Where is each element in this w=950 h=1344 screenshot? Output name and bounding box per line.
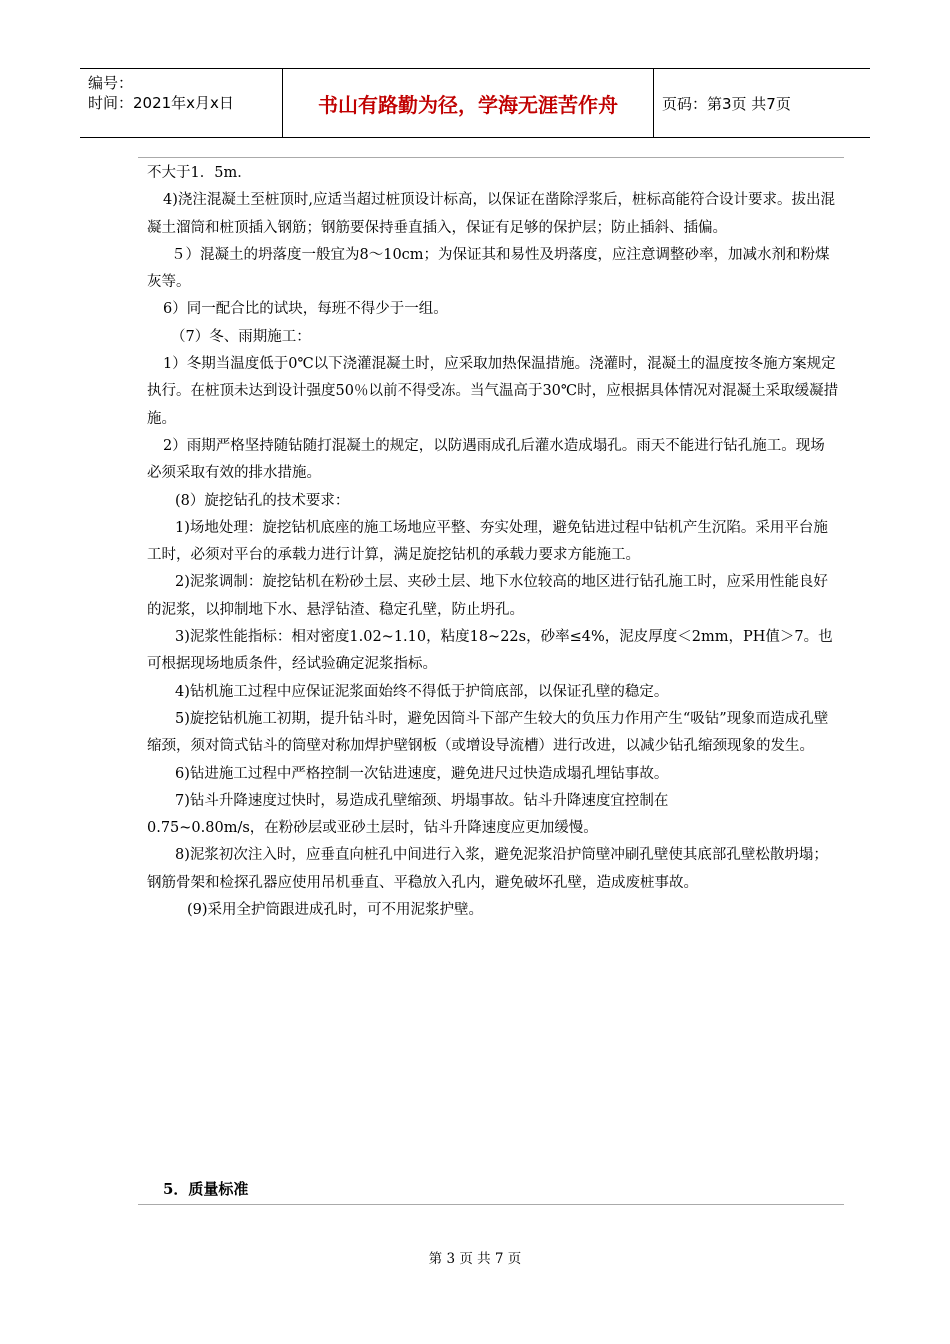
paragraph: (9)采用全护筒跟进成孔时，可不用泥浆护壁。 — [187, 902, 484, 919]
paragraph: 4)浇注混凝土至桩顶时,应适当超过桩顶设计标高，以保证在凿除浮浆后，桩标高能符合设计要求。拔出混凝土溜筒和桩顶插入钢筋；钢筋要保持垂直插入，保证有足够的保护层；防止插斜、插偏。 — [147, 192, 835, 236]
paragraph: (8）旋挖钻孔的技术要求： — [175, 492, 350, 509]
top-rule — [138, 157, 844, 158]
code-label: 编号： — [88, 74, 134, 92]
paragraph: 不大于1．5m． — [147, 165, 252, 181]
paragraph: 4)钻机施工过程中应保证泥浆面始终不得低于护筒底部，以保证孔壁的稳定。 — [175, 683, 669, 700]
page-footer: 第 3 页 共 7 页 — [428, 1251, 522, 1267]
paragraph: 8)泥浆初次注入时，应垂直向桩孔中间进行入浆，避免泥浆沿护筒壁冲刷孔壁使其底部孔壁松散坍塌；钢筋骨架和检探孔器应使用吊机垂直、平稳放入孔内，避免破坏孔壁，造成废桩事故。 — [147, 847, 828, 891]
paragraph: 0.75~0.80m/s，在粉砂层或亚砂土层时，钻斗升降速度应更加缓慢。 — [147, 820, 598, 837]
paragraph: 6）同一配合比的试块，每班不得少于一组。 — [163, 301, 448, 318]
paragraph: 3)泥浆性能指标：相对密度1.02~1.10，粘度18~22s，砂率≤4%，泥皮厚度＜2mm，PH值＞7。也可根据现场地质条件，经试验确定泥浆指标。 — [147, 629, 833, 673]
paragraph: 7)钻斗升降速度过快时，易造成孔壁缩颈、坍塌事故。钻斗升降速度宜控制在 — [175, 792, 669, 809]
paragraph: 5)旋挖钻机施工初期，提升钻斗时，避免因筒斗下部产生较大的负压力作用产生“吸钻”现象而造成孔壁缩颈，须对筒式钻斗的筒壁对称加焊护壁钢板（或增设导流槽）进行改进，以减少钻孔缩颈现象的发生。 — [147, 710, 829, 755]
page-header — [80, 68, 870, 138]
paragraph: 2）雨期严格坚持随钻随打混凝土的规定，以防遇雨成孔后灌水造成塌孔。雨天不能进行钻孔施工。现场必须采取有效的排水措施。 — [147, 437, 825, 482]
header-motto: 书山有路勤为径，学海无涯苦作舟 — [282, 69, 654, 137]
bottom-rule — [138, 1204, 844, 1205]
paragraph: 6)钻进施工过程中严格控制一次钻进速度，避免进尺过快造成塌孔埋钻事故。 — [175, 765, 669, 782]
section-heading: 5．质量标准 — [163, 1180, 249, 1198]
paragraph: 1)场地处理：旋挖钻机底座的施工场地应平整、夯实处理，避免钻进过程中钻机产生沉陷。采用平台施工时，必须对平台的承载力进行计算，满足旋挖钻机的承载力要求方能施工。 — [147, 519, 828, 564]
header-page-label: 页码：第3页 共7页 — [662, 94, 791, 113]
paragraph: （7）冬、雨期施工： — [171, 328, 311, 345]
paragraph: ５）混凝土的坍落度一般宜为8～10cm；为保证其和易性及坍落度，应注意调整砂率，加减水剂和粉煤灰等。 — [147, 246, 830, 291]
header-meta — [80, 69, 282, 137]
date-label: 时间：2021年x月x日 — [88, 94, 234, 112]
body-text — [147, 160, 839, 924]
paragraph: 2)泥浆调制：旋挖钻机在粉砂土层、夹砂土层、地下水位较高的地区进行钻孔施工时，应采用性能良好的泥浆，以抑制地下水、悬浮钻渣、稳定孔壁，防止坍孔。 — [147, 574, 828, 618]
paragraph: 1）冬期当温度低于0℃以下浇灌混凝土时，应采取加热保温措施。浇灌时，混凝土的温度按冬施方案规定执行。在桩顶未达到设计强度50％以前不得受冻。当气温高于30℃时，应根据具体情况对混凝土采取缓凝措施。 — [147, 356, 839, 427]
